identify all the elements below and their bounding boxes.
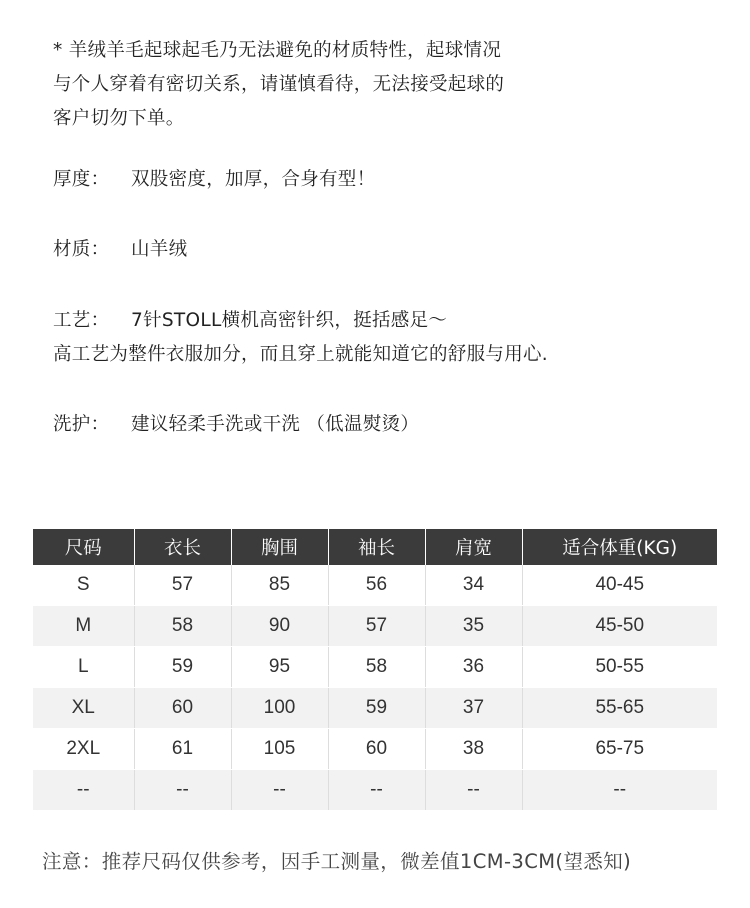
spec-care	[53, 408, 419, 442]
table-cell: 38	[425, 729, 522, 770]
table-cell: 57	[328, 606, 425, 647]
table-cell: S	[33, 565, 134, 606]
spec-care-label: 洗护：	[53, 414, 110, 435]
table-cell: 2XL	[33, 729, 134, 770]
pilling-notice	[53, 34, 713, 136]
spec-craft-extra: 高工艺为整件衣服加分，而且穿上就能知道它的舒服与用心.	[53, 344, 548, 365]
header-length: 衣长	[134, 529, 231, 565]
table-cell: 105	[231, 729, 328, 770]
table-cell: 50-55	[522, 647, 717, 688]
table-cell: 65-75	[522, 729, 717, 770]
size-table	[33, 529, 717, 811]
measurement-footnote: 注意：推荐尺码仅供参考，因手工测量，微差值1CM-3CM(望悉知)	[42, 850, 632, 873]
table-row	[33, 688, 717, 729]
table-cell: 95	[231, 647, 328, 688]
table-row	[33, 647, 717, 688]
table-cell: M	[33, 606, 134, 647]
table-cell: 60	[134, 688, 231, 729]
table-cell: 45-50	[522, 606, 717, 647]
table-cell: 40-45	[522, 565, 717, 606]
spec-material-value: 山羊绒	[131, 239, 188, 260]
notice-line: * 羊绒羊毛起球起毛乃无法避免的材质特性，起球情况	[53, 40, 502, 61]
table-cell: 37	[425, 688, 522, 729]
table-cell: 59	[328, 688, 425, 729]
table-cell: 90	[231, 606, 328, 647]
header-weight: 适合体重(KG)	[522, 529, 717, 565]
table-cell: 57	[134, 565, 231, 606]
spec-craft-label: 工艺：	[53, 310, 110, 331]
table-cell: --	[328, 770, 425, 811]
spec-material	[53, 233, 187, 267]
size-table-header	[33, 529, 717, 565]
table-row	[33, 729, 717, 770]
table-cell: --	[33, 770, 134, 811]
table-cell: --	[134, 770, 231, 811]
table-cell: 34	[425, 565, 522, 606]
table-cell: 36	[425, 647, 522, 688]
table-cell: 56	[328, 565, 425, 606]
spec-craft	[53, 304, 447, 338]
header-shoulder: 肩宽	[425, 529, 522, 565]
spec-craft-value: 7针STOLL横机高密针织，挺括感足～	[131, 310, 448, 331]
table-cell: 35	[425, 606, 522, 647]
table-cell: 55-65	[522, 688, 717, 729]
table-row	[33, 565, 717, 606]
table-cell: L	[33, 647, 134, 688]
spec-care-value: 建议轻柔手洗或干洗 （低温熨烫）	[131, 414, 420, 435]
spec-material-label: 材质：	[53, 239, 110, 260]
table-cell: 85	[231, 565, 328, 606]
table-cell: 58	[134, 606, 231, 647]
table-cell: 60	[328, 729, 425, 770]
table-row	[33, 606, 717, 647]
table-cell: 100	[231, 688, 328, 729]
spec-thickness-value: 双股密度，加厚，合身有型！	[131, 169, 376, 190]
table-cell: --	[522, 770, 717, 811]
notice-line: 与个人穿着有密切关系，请谨慎看待，无法接受起球的	[53, 74, 505, 95]
table-cell: 58	[328, 647, 425, 688]
notice-line: 客户切勿下单。	[53, 108, 185, 129]
header-sleeve: 袖长	[328, 529, 425, 565]
spec-thickness	[53, 163, 375, 197]
table-cell: 59	[134, 647, 231, 688]
table-cell: 61	[134, 729, 231, 770]
table-cell: --	[425, 770, 522, 811]
table-row	[33, 770, 717, 811]
table-cell: XL	[33, 688, 134, 729]
spec-thickness-label: 厚度：	[53, 169, 110, 190]
header-size: 尺码	[33, 529, 134, 565]
header-chest: 胸围	[231, 529, 328, 565]
table-cell: --	[231, 770, 328, 811]
